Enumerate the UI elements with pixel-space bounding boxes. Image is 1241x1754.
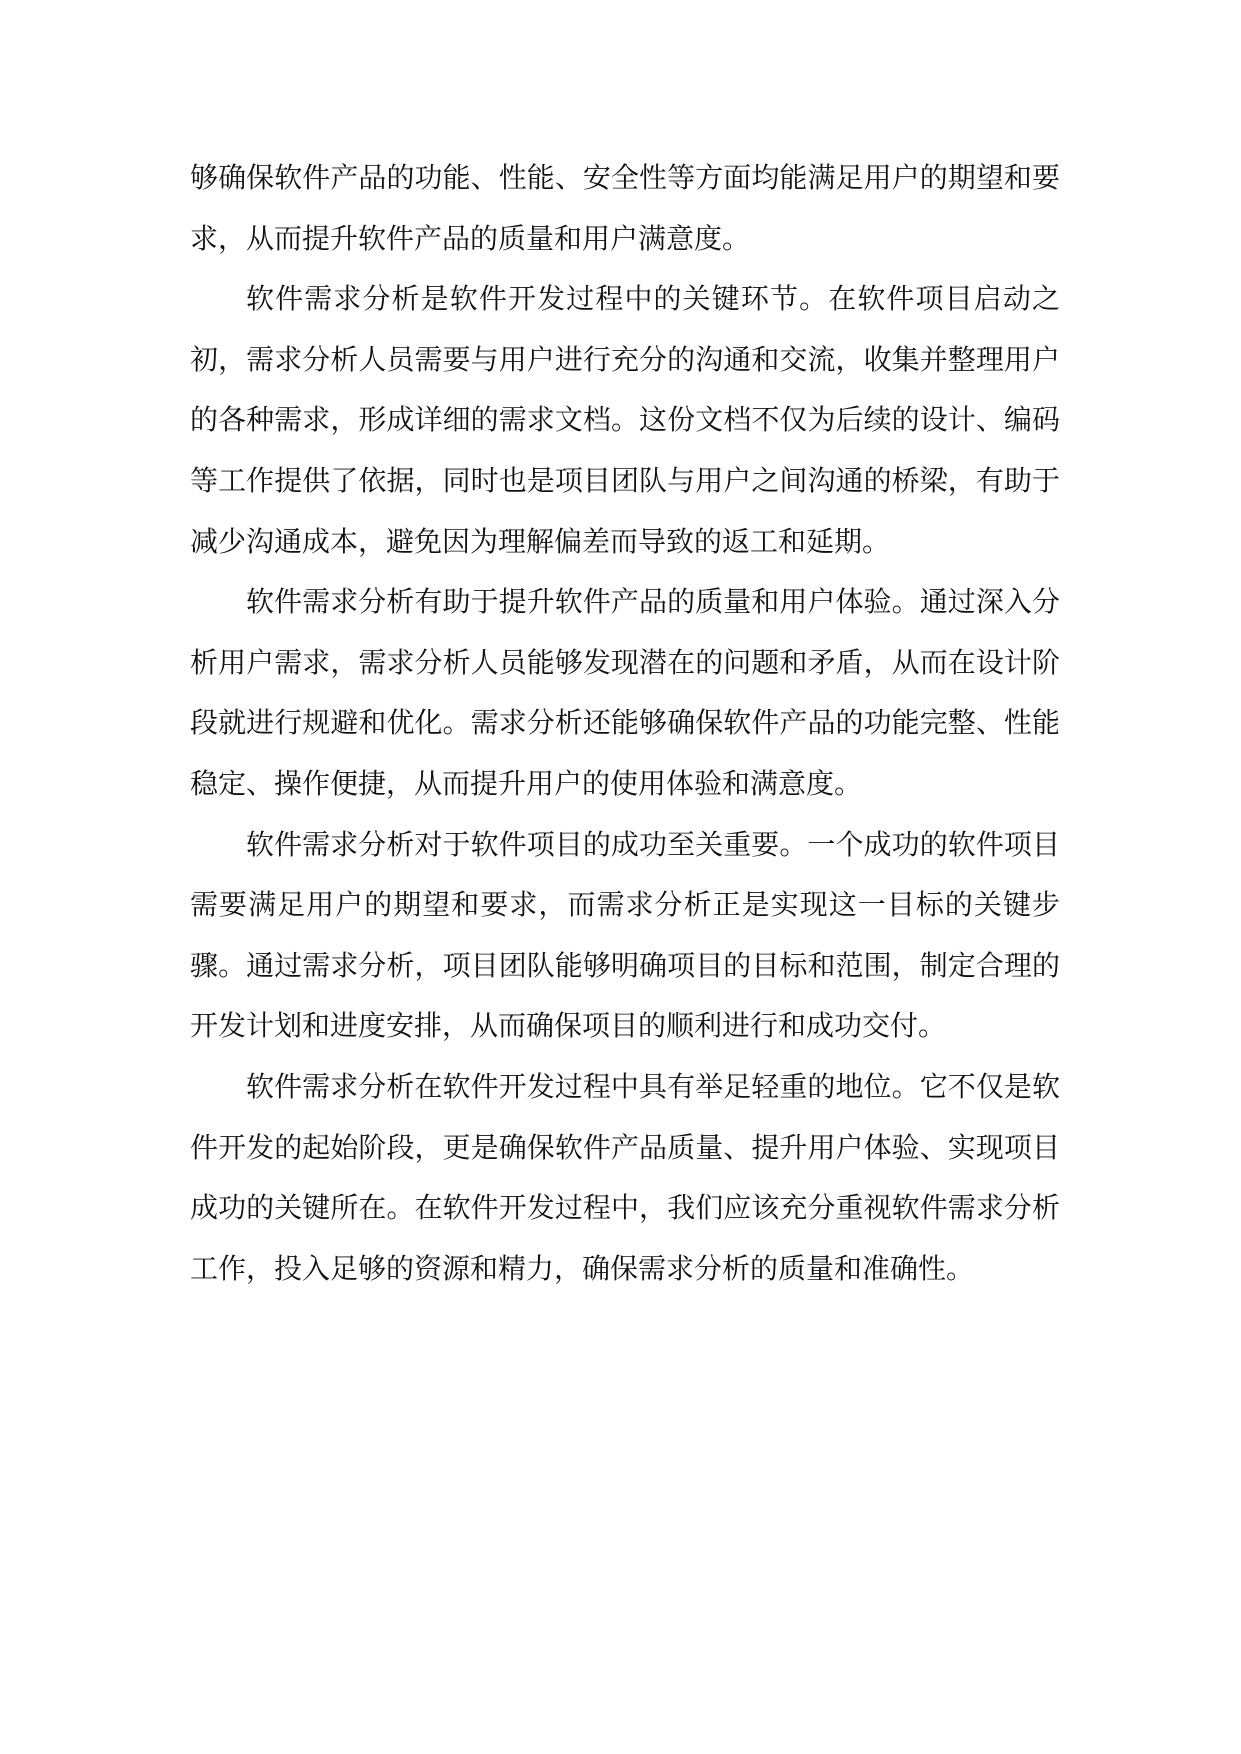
body-text bbox=[190, 148, 1060, 1299]
paragraph: 软件需求分析是软件开发过程中的关键环节。在软件项目启动之初，需求分析人员需要与用户进行充分的沟通和交流，收集并整理用户的各种需求，形成详细的需求文档。这份文档不仅为后续的设计、编码等工作提供了依据，同时也是项目团队与用户之间沟通的桥梁，有助于减少沟通成本，避免因为理解偏差而导致的返工和延期。 bbox=[190, 282, 1060, 558]
paragraph-continuation: 够确保软件产品的功能、性能、安全性等方面均能满足用户的期望和要求，从而提升软件产品的质量和用户满意度。 bbox=[190, 161, 1060, 255]
paragraph: 软件需求分析对于软件项目的成功至关重要。一个成功的软件项目需要满足用户的期望和要求，而需求分析正是实现这一目标的关键步骤。通过需求分析，项目团队能够明确项目的目标和范围，制定合理的开发计划和进度安排，从而确保项目的顺利进行和成功交付。 bbox=[190, 827, 1060, 1043]
paragraph: 软件需求分析在软件开发过程中具有举足轻重的地位。它不仅是软件开发的起始阶段，更是确保软件产品质量、提升用户体验、实现项目成功的关键所在。在软件开发过程中，我们应该充分重视软件需求分析工作，投入足够的资源和精力，确保需求分析的质量和准确性。 bbox=[190, 1069, 1060, 1285]
paragraph: 软件需求分析有助于提升软件产品的质量和用户体验。通过深入分析用户需求，需求分析人员能够发现潜在的问题和矛盾，从而在设计阶段就进行规避和优化。需求分析还能够确保软件产品的功能完整、性能稳定、操作便捷，从而提升用户的使用体验和满意度。 bbox=[190, 585, 1060, 800]
